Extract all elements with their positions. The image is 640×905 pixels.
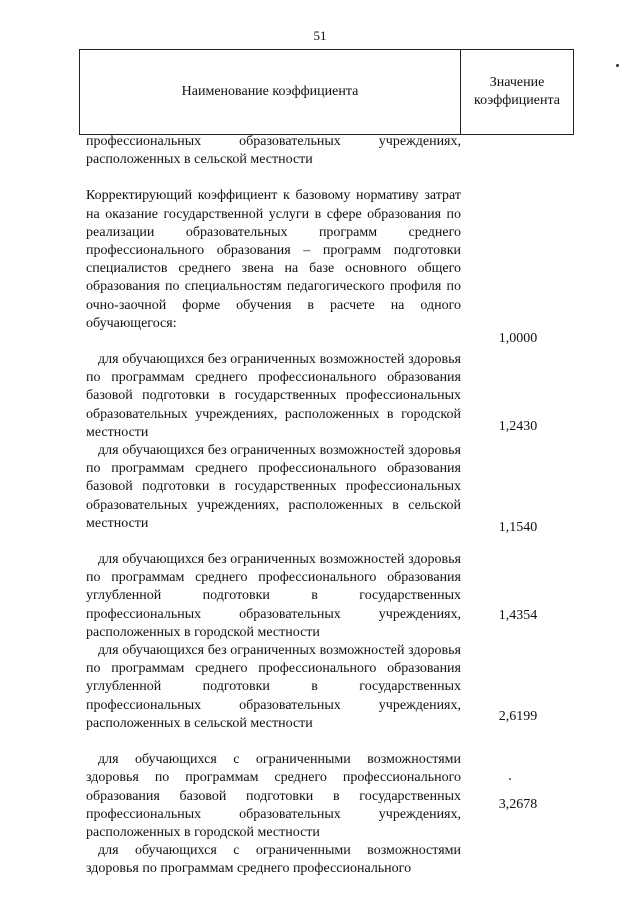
document-body	[86, 133, 461, 879]
table-header	[79, 49, 574, 135]
coefficient-item	[86, 351, 461, 442]
continuation-text: профессиональных образовательных учреждениях, расположенных в сельской местности	[86, 134, 461, 168]
item-text: для обучающихся без ограниченных возможностей здоровья по программам среднего профессионального образования базовой подготовки в государственных профессиональных образовательных учреждениях, расположенных в городской местности	[86, 352, 461, 440]
coefficient-value: 1,0000	[498, 331, 538, 346]
coefficient-value: 1,2430	[498, 419, 538, 434]
item-text: для обучающихся без ограниченных возможностей здоровья по программам среднего профессионального образования углубленной подготовки в государственных профессиональных образовательных учреждениях, расположенных в городской местности	[86, 552, 461, 640]
coefficient-value: 1,4354	[498, 608, 538, 623]
header-value-line1: Значение	[489, 75, 545, 90]
coefficient-value: 2,6199	[498, 709, 538, 724]
item-text: для обучающихся без ограниченных возможностей здоровья по программам среднего профессионального образования базовой подготовки в государственных профессиональных образовательных учреждениях, расположенных в сельской местности	[86, 443, 461, 531]
intro-paragraph: Корректирующий коэффициент к базовому нормативу затрат на оказание государственной услуги в сфере образования по реализации образовательных программ среднего профессионального образования – программ подготовки специалистов среднего звена на базе основного общего образования по специальностям педагогического профиля по очно-заочной форме обучения в расчете на одного обучающегося:	[86, 188, 461, 331]
coefficient-item	[86, 551, 461, 642]
item-text: для обучающихся без ограниченных возможностей здоровья по программам среднего профессионального образования углубленной подготовки в государственных профессиональных образовательных учреждениях, расположенных в сельской местности	[86, 643, 461, 731]
coefficient-item	[86, 642, 461, 733]
coefficient-item	[86, 842, 461, 878]
coefficient-value: 1,1540	[498, 520, 538, 535]
scan-mark	[616, 64, 619, 67]
coefficient-item	[86, 442, 461, 533]
coefficient-item	[86, 751, 461, 842]
coefficient-value: 3,2678	[498, 797, 538, 812]
header-value-column	[461, 50, 573, 134]
scan-mark	[509, 778, 511, 780]
item-text: для обучающихся с ограниченными возможностями здоровья по программам среднего профессионального	[86, 843, 461, 877]
header-name-column: Наименование коэффициента	[80, 50, 461, 134]
item-text: для обучающихся с ограниченными возможностями здоровья по программам среднего профессионального образования базовой подготовки в государственных профессиональных образовательных учреждениях, расположенных в городской местности	[86, 752, 461, 840]
page-number: 51	[313, 28, 327, 43]
header-value-line2: коэффициента	[474, 93, 560, 108]
